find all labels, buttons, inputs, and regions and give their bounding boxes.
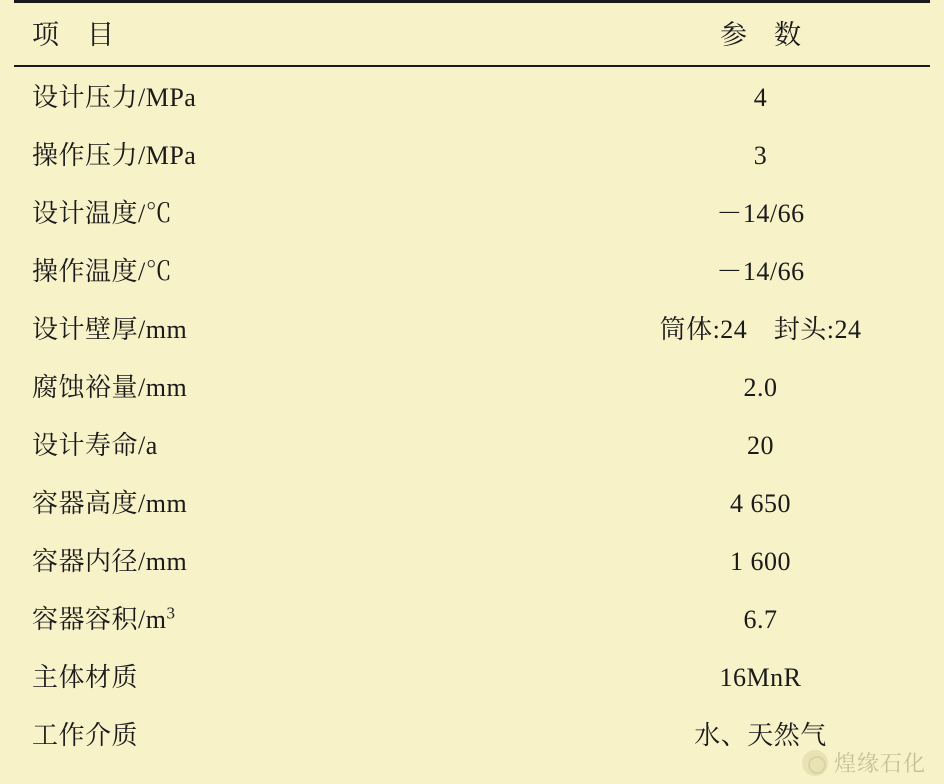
table-header [14,2,930,67]
row-item-label: 设计寿命/a [32,431,158,460]
table-row [14,357,930,415]
row-item-label: 设计压力/MPa [32,83,197,112]
row-item-label: 腐蚀裕量/mm [32,373,188,402]
column-header-param: 参 数 [591,2,930,67]
row-param-value: 1 600 [730,547,792,576]
row-item-label: 主体材质 [32,663,139,692]
table-header-row [14,2,930,67]
row-param-value: 16MnR [719,663,802,692]
table-row [14,647,930,705]
row-param-value: 筒体:24 封头:24 [659,315,862,344]
row-item-label: 容器内径/mm [32,547,188,576]
row-param-value: 4 [753,83,768,112]
equipment-spec-table [14,0,930,763]
row-item-label: 设计壁厚/mm [32,315,188,344]
row-param-value: 2.0 [743,373,778,402]
row-param-value: 3 [753,141,768,170]
table-row [14,531,930,589]
row-item-label: 设计温度/℃ [32,199,173,228]
table-row [14,125,930,183]
table-row [14,183,930,241]
table-row [14,473,930,531]
column-header-item: 项 目 [14,2,591,67]
row-item-label: 工作介质 [32,721,139,750]
row-item-text: 容器容积/m [32,605,167,634]
table-row [14,589,930,647]
row-param-value: 20 [747,431,775,460]
row-item-label: 操作温度/℃ [32,257,173,286]
table-row [14,66,930,125]
watermark-text: 煌缘石化 [833,751,926,776]
table-row [14,299,930,357]
row-param-value: 6.7 [743,605,778,634]
row-item-superscript: 3 [166,603,176,623]
row-param-value: －14/66 [716,199,805,228]
table-row [14,241,930,299]
table-row [14,705,930,763]
table-row [14,415,930,473]
row-item-label [14,589,591,647]
row-item-label: 操作压力/MPa [32,141,197,170]
table-body [14,66,930,763]
row-item-label: 容器高度/mm [32,489,188,518]
row-param-value: 水、天然气 [694,721,827,750]
row-param-value: －14/66 [716,257,805,286]
row-param-value: 4 650 [730,489,792,518]
